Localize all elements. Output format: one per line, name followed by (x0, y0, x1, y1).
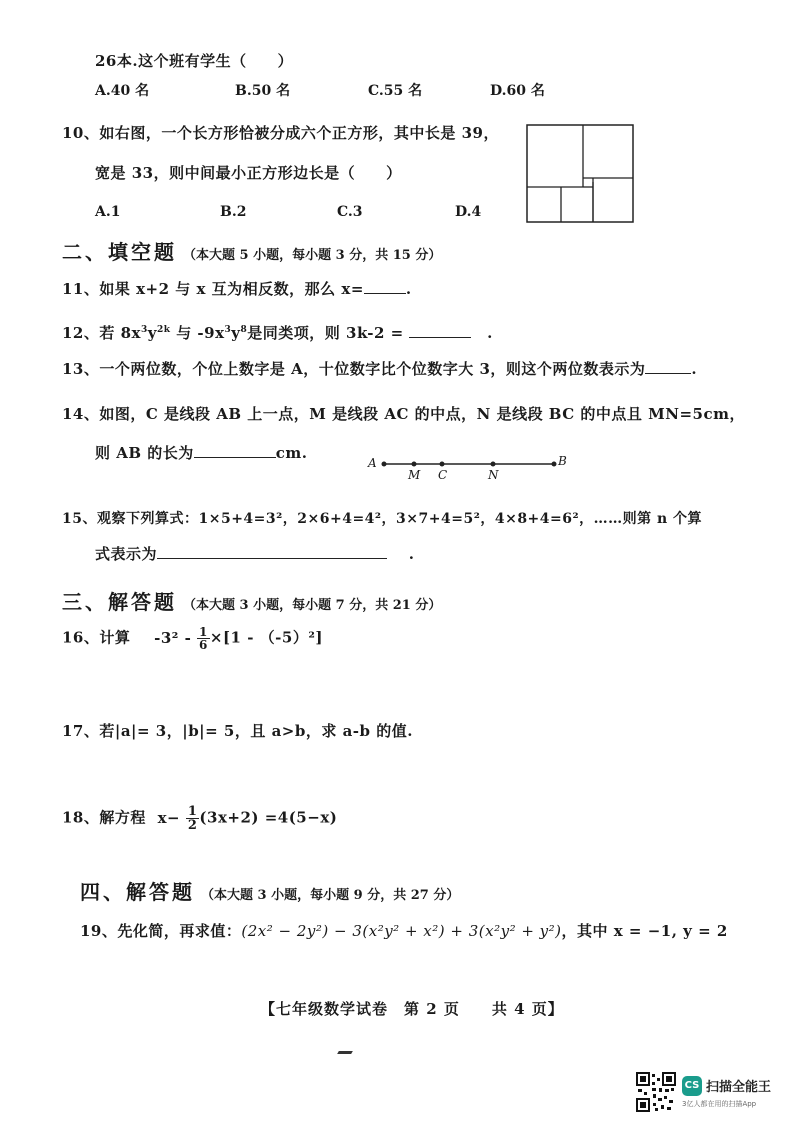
point-n (491, 462, 496, 467)
q14-line1: 14、如图，C 是线段 AB 上一点，M 是线段 AC 的中点，N 是线段 BC 的中点且 MN=5cm， (62, 405, 745, 423)
q16-expr-end: ×[1 - （-5）²] (209, 628, 323, 647)
q18-label: 18、解方程 (62, 808, 146, 827)
q19 (80, 920, 728, 941)
section-2-heading (62, 236, 441, 265)
section-2-title: 二、填空题 (62, 240, 177, 264)
q18-frac-num: 1 (187, 804, 198, 819)
six-squares-rectangle-figure (526, 124, 634, 224)
q12-var1: y (147, 324, 157, 342)
q16-label: 16、计算 (62, 628, 131, 647)
q14-text: 则 AB 的长为 (95, 444, 194, 462)
q12-prefix: 12、若 8x (62, 324, 141, 342)
q9-option-b: B.50 名 (235, 83, 291, 99)
q13-text: 13、一个两位数，个位上数字是 A，十位数字比个位数字大 3，则这个两位数表示为 (62, 360, 646, 378)
point-b (552, 462, 557, 467)
label-a: A (368, 456, 377, 470)
q12-exp4: 8 (240, 325, 248, 335)
q12-exp2: 2k (156, 325, 171, 335)
q12-suffix: 是同类项，则 3k-2 = (247, 324, 404, 342)
q19-expression: (2x² − 2y²) − 3(x²y² + x²) + 3(x²y² + y²) (241, 922, 562, 940)
q11-period: . (405, 280, 412, 298)
section-3-note: （本大题 3 小题，每小题 7 分，共 21 分） (183, 598, 442, 613)
q15-text: 式表示为 (95, 545, 158, 563)
label-c: C (438, 468, 448, 482)
q18-fraction (186, 805, 200, 832)
qr-code-icon (636, 1072, 676, 1112)
q11-answer-blank[interactable] (364, 279, 406, 294)
q10-line2: 宽是 33，则中间最小正方形边长是（ ） (95, 164, 402, 182)
section-3-heading (62, 586, 441, 615)
label-b: B (558, 454, 567, 468)
q14-line2 (95, 442, 308, 463)
q14-unit: cm. (275, 444, 308, 462)
q18 (62, 805, 337, 832)
section-4-title: 四、解答题 (80, 880, 195, 904)
scanner-app-tagline: 3亿人都在用的扫描App (682, 1100, 757, 1108)
scanner-app-name: 扫描全能王 (706, 1080, 772, 1095)
q12 (62, 322, 493, 343)
q15-line2 (95, 543, 414, 564)
q9-stem: 26本.这个班有学生（ ） (95, 52, 294, 70)
q16 (62, 626, 323, 651)
q9-option-c: C.55 名 (368, 83, 423, 99)
q16-frac-num: 1 (199, 625, 208, 639)
q12-period: . (487, 324, 493, 342)
q12-mid: 与 -9x (176, 324, 225, 342)
section-4-heading (80, 876, 459, 905)
q10-option-a: A.1 (95, 204, 121, 220)
q16-expr-start: -3² - (154, 628, 192, 647)
point-c (440, 462, 445, 467)
q10-option-d: D.4 (455, 204, 482, 220)
q16-frac-den: 6 (199, 638, 208, 652)
q9-option-a: A.40 名 (95, 83, 150, 99)
q15-period: . (408, 545, 415, 563)
q12-exp3: 3 (224, 325, 232, 335)
q14-answer-blank[interactable] (194, 443, 276, 458)
q11 (62, 278, 412, 299)
q12-exp1: 3 (140, 325, 148, 335)
label-n: N (488, 468, 499, 482)
label-m: M (408, 468, 421, 482)
q19-label: 19、先化简，再求值： (80, 922, 242, 940)
q15-line1: 15、观察下列算式：1×5+4=3²，2×6+4=4²，3×7+4=5²，4×8+4=6²，……则第 n 个算 (62, 511, 703, 527)
q16-fraction (197, 626, 210, 651)
q19-condition: ，其中 x = −1, y = 2 (561, 922, 728, 940)
page-footer: 【七年级数学试卷 第 2 页 共 4 页】 (260, 1000, 564, 1018)
point-m (412, 462, 417, 467)
q13-answer-blank[interactable] (645, 359, 691, 374)
q9-option-d: D.60 名 (490, 83, 545, 99)
q18-expr-start: x− (157, 808, 181, 827)
segment-ab-figure (380, 458, 560, 470)
section-2-note: （本大题 5 小题，每小题 3 分，共 15 分） (183, 248, 442, 263)
point-a (382, 462, 387, 467)
scanner-app-logo-icon: CS (682, 1076, 702, 1096)
section-3-title: 三、解答题 (62, 590, 177, 614)
q10-option-b: B.2 (220, 204, 247, 220)
q13 (62, 358, 697, 379)
q10-line1: 10、如右图，一个长方形恰被分成六个正方形，其中长是 39， (62, 124, 499, 142)
q18-expr-end: (3x+2) =4(5−x) (199, 808, 338, 827)
q18-frac-den: 2 (187, 818, 198, 833)
q10-option-c: C.3 (337, 204, 363, 220)
q15-answer-blank[interactable] (157, 544, 387, 559)
q13-period: . (691, 360, 698, 378)
q12-var2: y (231, 324, 241, 342)
q12-answer-blank[interactable] (409, 323, 471, 338)
section-4-note: （本大题 3 小题，每小题 9 分，共 27 分） (201, 888, 460, 903)
scan-mark (337, 1051, 353, 1054)
q11-text: 11、如果 x+2 与 x 互为相反数，那么 x= (62, 280, 364, 298)
q17-text: 17、若|a|= 3，|b|= 5，且 a>b，求 a-b 的值. (62, 722, 413, 740)
